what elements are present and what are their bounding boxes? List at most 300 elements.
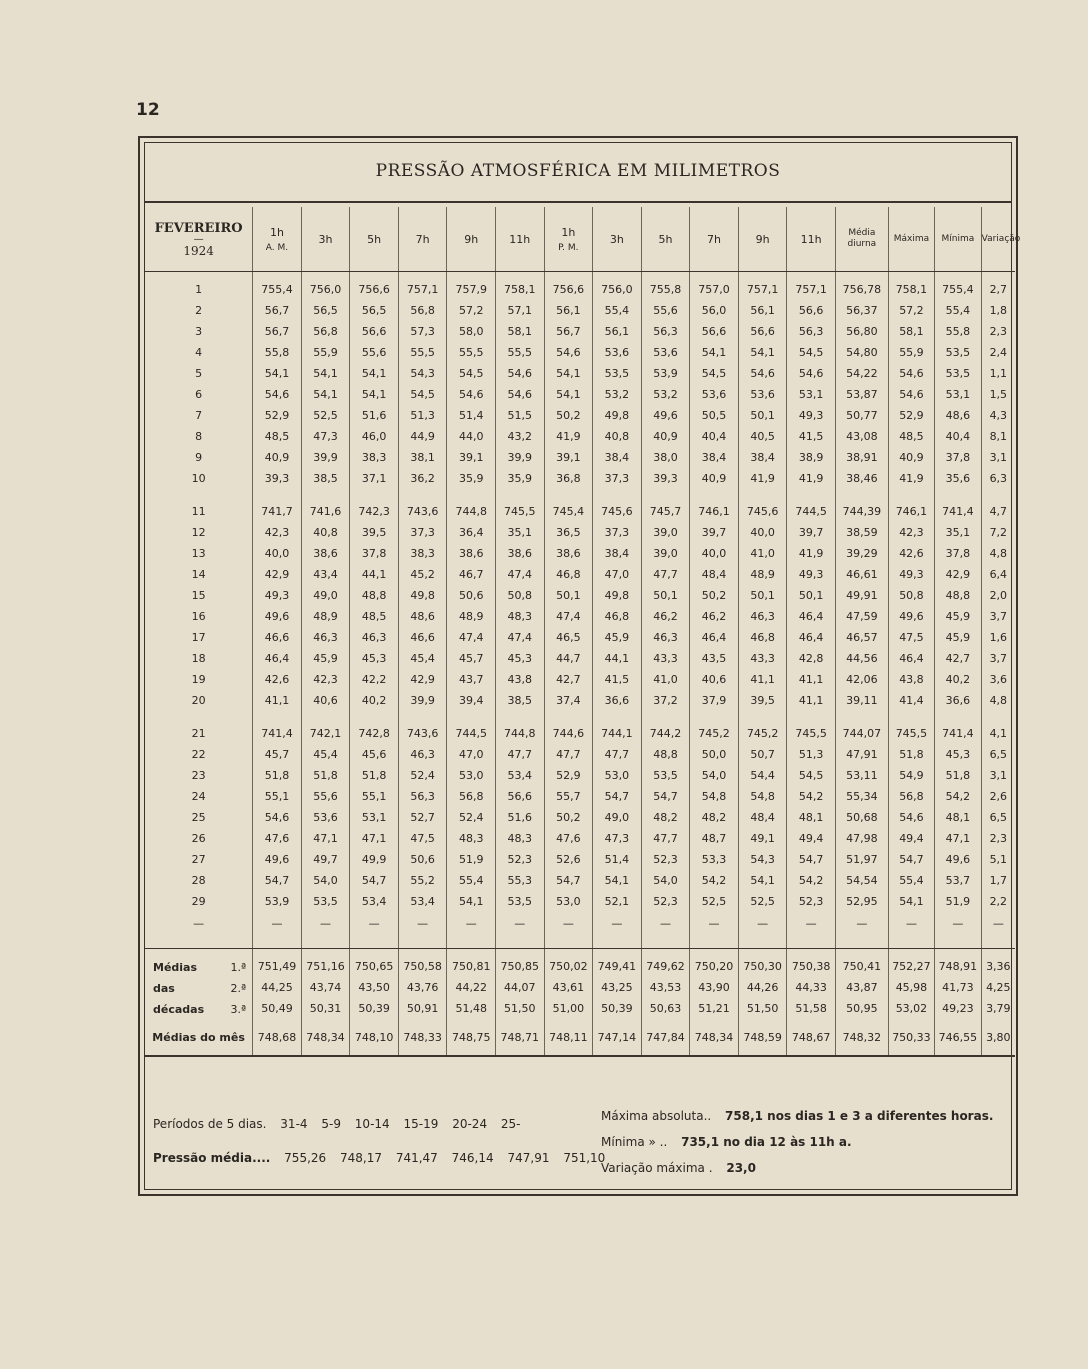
table-row — [145, 870, 1015, 891]
value-cell: 40,6 — [690, 669, 739, 690]
value-cell: 757,9 — [447, 272, 496, 301]
value-cell: 50,1 — [641, 585, 690, 606]
value-cell: 55,4 — [447, 870, 496, 891]
separator-cell — [835, 934, 888, 949]
value-cell: 41,4 — [888, 690, 934, 711]
value-cell: 46,3 — [398, 744, 447, 765]
value-cell: 7,2 — [981, 522, 1015, 543]
value-cell: 40,4 — [690, 426, 739, 447]
day-number: 2 — [195, 304, 203, 317]
header-hour — [350, 207, 399, 272]
day-number: 12 — [191, 526, 206, 539]
value-cell: 40,0 — [253, 543, 302, 564]
value-cell: 749,62 — [641, 949, 690, 978]
gap-cell — [935, 711, 981, 723]
value-cell: 44,1 — [593, 648, 642, 669]
dash-cell: — — [641, 912, 690, 934]
value-cell: 53,5 — [301, 891, 350, 912]
value-cell: 757,1 — [738, 272, 787, 301]
value-cell: 57,1 — [496, 300, 545, 321]
value-cell: 6,3 — [981, 468, 1015, 489]
value-cell: 43,76 — [398, 977, 447, 998]
value-cell: 53,6 — [690, 384, 739, 405]
value-cell: 45,9 — [935, 627, 981, 648]
value-cell: 746,1 — [690, 501, 739, 522]
value-cell: 38,5 — [301, 468, 350, 489]
value-cell: 53,9 — [641, 363, 690, 384]
value-cell: 53,5 — [593, 363, 642, 384]
value-cell: 45,3 — [496, 648, 545, 669]
value-cell: 54,7 — [641, 786, 690, 807]
value-cell: 50,2 — [690, 585, 739, 606]
separator-cell — [981, 934, 1015, 949]
value-cell: 48,6 — [935, 405, 981, 426]
value-cell: 53,1 — [787, 384, 836, 405]
value-cell: 52,9 — [888, 405, 934, 426]
value-cell: 742,3 — [350, 501, 399, 522]
value-cell: 48,5 — [253, 426, 302, 447]
value-cell: 50,31 — [301, 998, 350, 1019]
gap-cell — [935, 489, 981, 501]
value-cell: 752,27 — [888, 949, 934, 978]
value-cell: 51,4 — [593, 849, 642, 870]
value-cell: 50,91 — [398, 998, 447, 1019]
separator-cell — [738, 934, 787, 949]
table-row — [145, 501, 1015, 522]
table-row — [145, 426, 1015, 447]
value-cell: 52,1 — [593, 891, 642, 912]
value-cell: 50,8 — [888, 585, 934, 606]
day-number: 28 — [191, 874, 206, 887]
value-cell: 38,59 — [835, 522, 888, 543]
value-cell: 53,9 — [253, 891, 302, 912]
table-row — [145, 744, 1015, 765]
pressure-label: Pressão média.... — [153, 1151, 271, 1165]
value-cell: 748,34 — [690, 1019, 739, 1056]
table-row — [145, 564, 1015, 585]
value-cell: 39,3 — [641, 468, 690, 489]
table-row — [145, 272, 1015, 301]
value-cell: 50,7 — [738, 744, 787, 765]
dash-cell: — — [738, 912, 787, 934]
value-cell: 54,5 — [787, 765, 836, 786]
value-cell: 47,91 — [835, 744, 888, 765]
value-cell: 47,98 — [835, 828, 888, 849]
value-cell: 54,1 — [690, 342, 739, 363]
dash-cell: — — [690, 912, 739, 934]
gap-cell — [593, 711, 642, 723]
value-cell: 748,59 — [738, 1019, 787, 1056]
value-cell: 41,5 — [593, 669, 642, 690]
value-cell: 40,9 — [253, 447, 302, 468]
value-cell: 52,6 — [544, 849, 593, 870]
value-cell: 53,1 — [350, 807, 399, 828]
gap-cell — [787, 711, 836, 723]
gap-cell — [398, 489, 447, 501]
value-cell: 56,6 — [496, 786, 545, 807]
decade-label-cell — [145, 977, 253, 998]
value-cell: 55,8 — [253, 342, 302, 363]
value-cell: 3,7 — [981, 648, 1015, 669]
value-cell: 49,3 — [787, 564, 836, 585]
value-cell: 49,91 — [835, 585, 888, 606]
value-cell: 54,0 — [641, 870, 690, 891]
day-number: 15 — [191, 589, 206, 602]
value-cell: 46,3 — [301, 627, 350, 648]
value-cell: 57,2 — [447, 300, 496, 321]
day-number: 14 — [191, 568, 206, 581]
value-cell: 38,3 — [350, 447, 399, 468]
min-text: 735,1 no dia 12 às 11h a. — [681, 1135, 852, 1149]
value-cell: 3,1 — [981, 447, 1015, 468]
value-cell: 54,2 — [690, 870, 739, 891]
value-cell: 49,6 — [935, 849, 981, 870]
value-cell: 42,9 — [935, 564, 981, 585]
table-row — [145, 627, 1015, 648]
value-cell: 35,1 — [935, 522, 981, 543]
day-number: 27 — [191, 853, 206, 866]
value-cell: 53,5 — [935, 363, 981, 384]
gap-cell — [544, 711, 593, 723]
value-cell: 4,25 — [981, 977, 1015, 998]
value-cell: 748,11 — [544, 1019, 593, 1056]
value-cell: 40,9 — [690, 468, 739, 489]
day-number: 5 — [195, 367, 203, 380]
value-cell: 54,6 — [738, 363, 787, 384]
value-cell: 56,1 — [544, 300, 593, 321]
value-cell: 758,1 — [496, 272, 545, 301]
value-cell: 50,77 — [835, 405, 888, 426]
value-cell: 49,4 — [787, 828, 836, 849]
value-cell: 8,1 — [981, 426, 1015, 447]
value-cell: 54,1 — [447, 891, 496, 912]
value-cell: 47,4 — [496, 627, 545, 648]
max-line — [601, 1103, 1021, 1129]
value-cell: 48,2 — [641, 807, 690, 828]
day-number: 10 — [191, 472, 206, 485]
value-cell: 54,2 — [935, 786, 981, 807]
hour-label: 11h — [509, 232, 531, 246]
value-cell: 44,25 — [253, 977, 302, 998]
value-cell: 52,7 — [398, 807, 447, 828]
value-cell: 45,3 — [350, 648, 399, 669]
value-cell: 39,5 — [738, 690, 787, 711]
value-cell: 38,6 — [301, 543, 350, 564]
value-cell: 744,8 — [496, 723, 545, 744]
decade-ordinal: 2.ª — [230, 982, 247, 995]
value-cell: 39,3 — [253, 468, 302, 489]
value-cell: 756,6 — [544, 272, 593, 301]
value-cell: 37,4 — [544, 690, 593, 711]
value-cell: 6,5 — [981, 744, 1015, 765]
value-cell: 35,9 — [496, 468, 545, 489]
value-cell: 38,3 — [398, 543, 447, 564]
day-number: 7 — [195, 409, 203, 422]
value-cell: 55,4 — [935, 300, 981, 321]
separator-cell — [690, 934, 739, 949]
value-cell: 47,5 — [888, 627, 934, 648]
gap-cell — [738, 711, 787, 723]
variation-line — [601, 1155, 1021, 1181]
dash-cell: — — [447, 912, 496, 934]
separator-cell — [253, 934, 302, 949]
table-row — [145, 585, 1015, 606]
value-cell: 54,3 — [398, 363, 447, 384]
value-cell: 46,6 — [253, 627, 302, 648]
value-cell: 51,8 — [350, 765, 399, 786]
dash-cell: — — [193, 916, 205, 930]
dash-cell: — — [888, 912, 934, 934]
value-cell: 41,9 — [738, 468, 787, 489]
header-year: 1924 — [183, 243, 214, 258]
header-maxima: Máxima — [888, 207, 934, 272]
value-cell: 50,8 — [496, 585, 545, 606]
value-cell: 50,49 — [253, 998, 302, 1019]
table-row — [145, 606, 1015, 627]
value-cell: 755,4 — [935, 272, 981, 301]
value-cell: 2,3 — [981, 828, 1015, 849]
value-cell: 45,2 — [398, 564, 447, 585]
month-mean-label: Médias do mês — [145, 1019, 253, 1056]
value-cell: 49,7 — [301, 849, 350, 870]
value-cell: 49,6 — [888, 606, 934, 627]
value-cell: 56,6 — [738, 321, 787, 342]
value-cell: 49,0 — [593, 807, 642, 828]
hour-label: 3h — [609, 232, 624, 246]
value-cell: 56,37 — [835, 300, 888, 321]
footer-extremes — [601, 1103, 1021, 1181]
value-cell: 37,8 — [935, 447, 981, 468]
value-cell: 39,29 — [835, 543, 888, 564]
value-cell: 41,9 — [544, 426, 593, 447]
value-cell: 745,2 — [690, 723, 739, 744]
title-rule — [145, 201, 1011, 203]
value-cell: 45,4 — [398, 648, 447, 669]
value-cell: 40,9 — [641, 426, 690, 447]
value-cell: 43,7 — [447, 669, 496, 690]
value-cell: 56,5 — [301, 300, 350, 321]
value-cell: 744,6 — [544, 723, 593, 744]
gap-cell — [544, 489, 593, 501]
value-cell: 48,4 — [738, 807, 787, 828]
separator-cell — [641, 934, 690, 949]
value-cell: 53,1 — [935, 384, 981, 405]
value-cell: 746,1 — [888, 501, 934, 522]
value-cell: 49,3 — [787, 405, 836, 426]
dash-cell: — — [935, 912, 981, 934]
gap-cell — [301, 711, 350, 723]
table-row — [145, 543, 1015, 564]
table-row — [145, 363, 1015, 384]
value-cell: 54,6 — [544, 342, 593, 363]
value-cell: 44,56 — [835, 648, 888, 669]
value-cell: 52,3 — [496, 849, 545, 870]
value-cell: 52,5 — [690, 891, 739, 912]
periods-label: Períodos de 5 dias. — [153, 1117, 267, 1131]
value-cell: 745,7 — [641, 501, 690, 522]
decade-mean-row — [145, 949, 1015, 978]
value-cell: 55,6 — [641, 300, 690, 321]
value-cell: 50,0 — [690, 744, 739, 765]
value-cell: 744,39 — [835, 501, 888, 522]
separator-cell — [496, 934, 545, 949]
value-cell: 47,7 — [496, 744, 545, 765]
separator-cell — [787, 934, 836, 949]
value-cell: 2,3 — [981, 321, 1015, 342]
value-cell: 51,8 — [253, 765, 302, 786]
gap-cell — [641, 711, 690, 723]
gap-cell — [253, 711, 302, 723]
gap-cell — [447, 489, 496, 501]
value-cell: 54,0 — [301, 870, 350, 891]
value-cell: 43,74 — [301, 977, 350, 998]
table-row — [145, 384, 1015, 405]
dash-cell: — — [301, 912, 350, 934]
value-cell: 44,1 — [350, 564, 399, 585]
value-cell: 39,11 — [835, 690, 888, 711]
value-cell: 750,30 — [738, 949, 787, 978]
value-cell: 750,85 — [496, 949, 545, 978]
value-cell: 53,5 — [935, 342, 981, 363]
value-cell: 747,84 — [641, 1019, 690, 1056]
value-cell: 3,79 — [981, 998, 1015, 1019]
value-cell: 750,20 — [690, 949, 739, 978]
gap-cell — [253, 489, 302, 501]
value-cell: 43,4 — [301, 564, 350, 585]
hour-label: 3h — [318, 232, 333, 246]
value-cell: 56,7 — [253, 300, 302, 321]
value-cell: 43,3 — [738, 648, 787, 669]
value-cell: 41,9 — [787, 468, 836, 489]
day-number: 3 — [195, 325, 203, 338]
value-cell: 46,3 — [738, 606, 787, 627]
value-cell: 45,9 — [593, 627, 642, 648]
value-cell: 55,5 — [447, 342, 496, 363]
value-cell: 52,4 — [398, 765, 447, 786]
value-cell: 54,1 — [888, 891, 934, 912]
decade-group-label: das — [153, 982, 175, 995]
value-cell: 57,3 — [398, 321, 447, 342]
value-cell: 744,5 — [787, 501, 836, 522]
hour-label: 5h — [367, 232, 382, 246]
value-cell: 755,8 — [641, 272, 690, 301]
value-cell: 36,5 — [544, 522, 593, 543]
value-cell: 51,50 — [738, 998, 787, 1019]
value-cell: 36,4 — [447, 522, 496, 543]
variation-text: 23,0 — [726, 1161, 756, 1175]
value-cell: 55,34 — [835, 786, 888, 807]
value-cell: 46,57 — [835, 627, 888, 648]
value-cell: 756,78 — [835, 272, 888, 301]
value-cell: 51,9 — [935, 891, 981, 912]
hour-label: 1h — [561, 225, 576, 239]
value-cell: 55,5 — [398, 342, 447, 363]
value-cell: 49,0 — [301, 585, 350, 606]
value-cell: 36,8 — [544, 468, 593, 489]
value-cell: 45,7 — [253, 744, 302, 765]
value-cell: 54,1 — [301, 363, 350, 384]
value-cell: 48,8 — [641, 744, 690, 765]
value-cell: 51,97 — [835, 849, 888, 870]
value-cell: 54,7 — [544, 870, 593, 891]
value-cell: 53,4 — [496, 765, 545, 786]
value-cell: 43,53 — [641, 977, 690, 998]
value-cell: 745,6 — [738, 501, 787, 522]
value-cell: 53,7 — [935, 870, 981, 891]
value-cell: 46,8 — [593, 606, 642, 627]
value-cell: 40,9 — [888, 447, 934, 468]
value-cell: 54,1 — [350, 363, 399, 384]
value-cell: 56,1 — [593, 321, 642, 342]
value-cell: 41,9 — [787, 543, 836, 564]
value-cell: 42,7 — [544, 669, 593, 690]
separator-cell — [593, 934, 642, 949]
day-number: 6 — [195, 388, 203, 401]
value-cell: 56,6 — [350, 321, 399, 342]
gap-cell — [738, 489, 787, 501]
max-label: Máxima absoluta.. — [601, 1109, 712, 1123]
gap-cell — [981, 711, 1015, 723]
value-cell: 1,5 — [981, 384, 1015, 405]
value-cell: 45,6 — [350, 744, 399, 765]
gap-cell — [301, 489, 350, 501]
value-cell: 54,2 — [787, 786, 836, 807]
value-cell: 1,1 — [981, 363, 1015, 384]
value-cell: 56,8 — [301, 321, 350, 342]
value-cell: 38,0 — [641, 447, 690, 468]
value-cell: 38,46 — [835, 468, 888, 489]
value-cell: 750,41 — [835, 949, 888, 978]
value-cell: 4,3 — [981, 405, 1015, 426]
dash-cell: — — [496, 912, 545, 934]
value-cell: 36,6 — [935, 690, 981, 711]
value-cell: 57,2 — [888, 300, 934, 321]
value-cell: 54,5 — [447, 363, 496, 384]
value-cell: 51,21 — [690, 998, 739, 1019]
value-cell: 55,2 — [398, 870, 447, 891]
value-cell: 44,33 — [787, 977, 836, 998]
table-row — [145, 765, 1015, 786]
value-cell: 2,2 — [981, 891, 1015, 912]
gap-cell — [145, 711, 253, 723]
header-hour — [544, 207, 593, 272]
period-value: 5-9 — [321, 1117, 341, 1131]
value-cell: 6,5 — [981, 807, 1015, 828]
value-cell: 46,4 — [787, 627, 836, 648]
gap-cell — [145, 489, 253, 501]
gap-cell — [350, 489, 399, 501]
value-cell: 748,68 — [253, 1019, 302, 1056]
value-cell: 47,7 — [641, 828, 690, 849]
day-number: 16 — [191, 610, 206, 623]
value-cell: 39,9 — [496, 447, 545, 468]
value-cell: 54,7 — [350, 870, 399, 891]
value-cell: 37,3 — [593, 522, 642, 543]
table-row — [145, 669, 1015, 690]
value-cell: 47,7 — [544, 744, 593, 765]
value-cell: 48,7 — [690, 828, 739, 849]
min-label: Mínima » .. — [601, 1135, 668, 1149]
value-cell: 44,07 — [496, 977, 545, 998]
value-cell: 742,1 — [301, 723, 350, 744]
value-cell: 741,4 — [935, 501, 981, 522]
value-cell: 53,0 — [593, 765, 642, 786]
value-cell: 45,4 — [301, 744, 350, 765]
value-cell: 39,1 — [544, 447, 593, 468]
value-cell: 41,1 — [738, 669, 787, 690]
value-cell: 39,0 — [641, 543, 690, 564]
value-cell: 56,6 — [690, 321, 739, 342]
